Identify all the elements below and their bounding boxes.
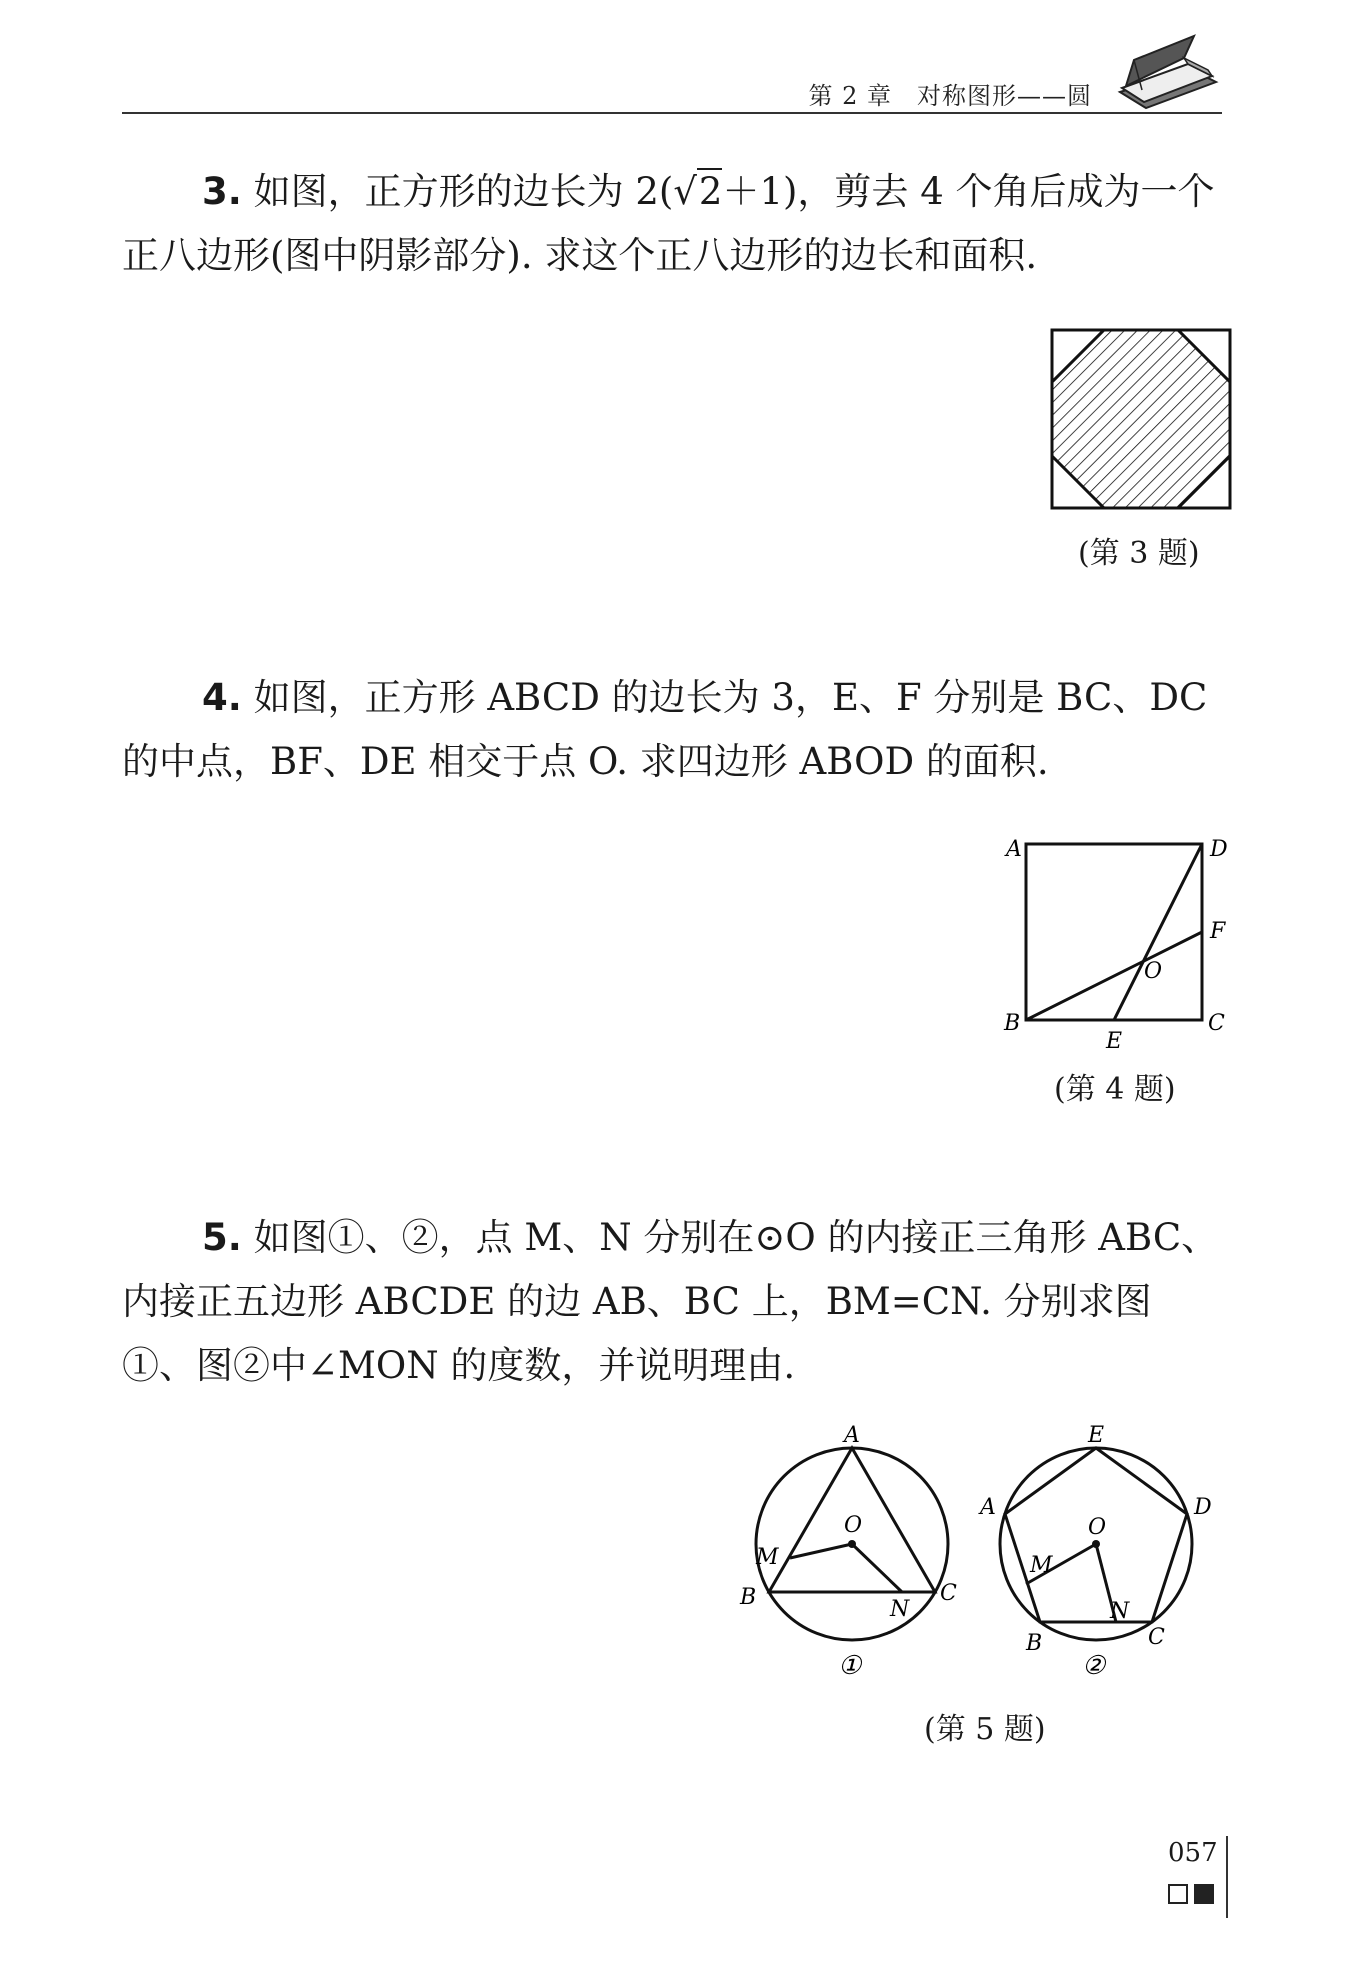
point-label-f: F [1210,919,1226,944]
point-label-e: E [1106,1029,1123,1054]
segment-om [790,1544,852,1558]
octagon-figure [1050,328,1232,510]
header-rule [122,112,1222,114]
point-label-c: C [1208,1011,1225,1036]
problem-text-cont: ＋1)，剪去 4 个角后成为一个正八边形(图中阴影部分). 求这个正八边形的边长和面积. [122,170,1215,277]
point-label-n: N [890,1597,910,1622]
segment-on [852,1544,902,1592]
problem-number: 3. [202,170,242,213]
problem-3 [122,160,1224,288]
point-label-d: D [1194,1495,1212,1520]
point-label-m: M [1030,1553,1053,1578]
point-label-m: M [756,1545,779,1570]
figure-caption-3: (第 3 题) [1078,536,1200,571]
shaded-octagon [1052,330,1230,508]
page-header [122,60,1222,120]
problem-5 [122,1206,1224,1398]
figure-label-1: ① [838,1651,862,1681]
problem-text: 如图，正方形的边长为 2( [253,170,674,213]
figure-caption-4: (第 4 题) [1054,1072,1176,1107]
point-label-o: O [844,1513,863,1538]
book-icon [1112,30,1222,116]
figure-label-2: ② [1082,1651,1106,1681]
footer-square-filled [1194,1884,1214,1904]
problem-text: 如图，正方形 ABCD 的边长为 3，E、F 分别是 BC、DC 的中点，BF、DE 相交于点 O. 求四边形 ABOD 的面积. [122,676,1208,783]
line-de [1114,844,1202,1020]
chapter-title: 第 2 章 对称图形——圆 [808,82,1092,110]
figure-caption-5: (第 5 题) [924,1712,1046,1747]
point-label-a: A [1006,837,1022,862]
sqrt-sign: √ [673,170,697,213]
problem-number: 4. [202,676,242,719]
point-label-e: E [1088,1424,1105,1448]
circle-triangle-figure [736,1424,976,1694]
sqrt-argument: 2 [698,170,723,213]
point-label-b: B [740,1585,757,1610]
point-label-o: O [1088,1515,1107,1540]
problem-number: 5. [202,1216,242,1259]
point-label-d: D [1210,837,1228,862]
page-number-rule [1226,1836,1228,1918]
line-bf [1026,932,1202,1020]
square-abcd-figure [994,826,1234,1056]
point-label-b: B [1004,1011,1021,1036]
problem-text: 如图①、②，点 M、N 分别在⊙O 的内接正三角形 ABC、内接正五边形 ABCDE 的边 AB、BC 上，BM=CN. 分别求图①、图②中∠MON 的度数，并说明理由. [122,1216,1219,1387]
point-label-n: N [1110,1599,1130,1624]
point-label-c: C [940,1581,957,1606]
point-label-c: C [1148,1625,1165,1650]
point-label-a: A [980,1495,996,1520]
point-label-a: A [844,1424,860,1448]
footer-square-outline [1168,1884,1188,1904]
problem-4 [122,666,1224,794]
page-number: 057 [1168,1838,1218,1868]
point-label-b: B [1026,1631,1043,1656]
point-label-o: O [1144,959,1163,984]
circle-pentagon-figure [976,1424,1226,1694]
square-abcd [1026,844,1202,1020]
